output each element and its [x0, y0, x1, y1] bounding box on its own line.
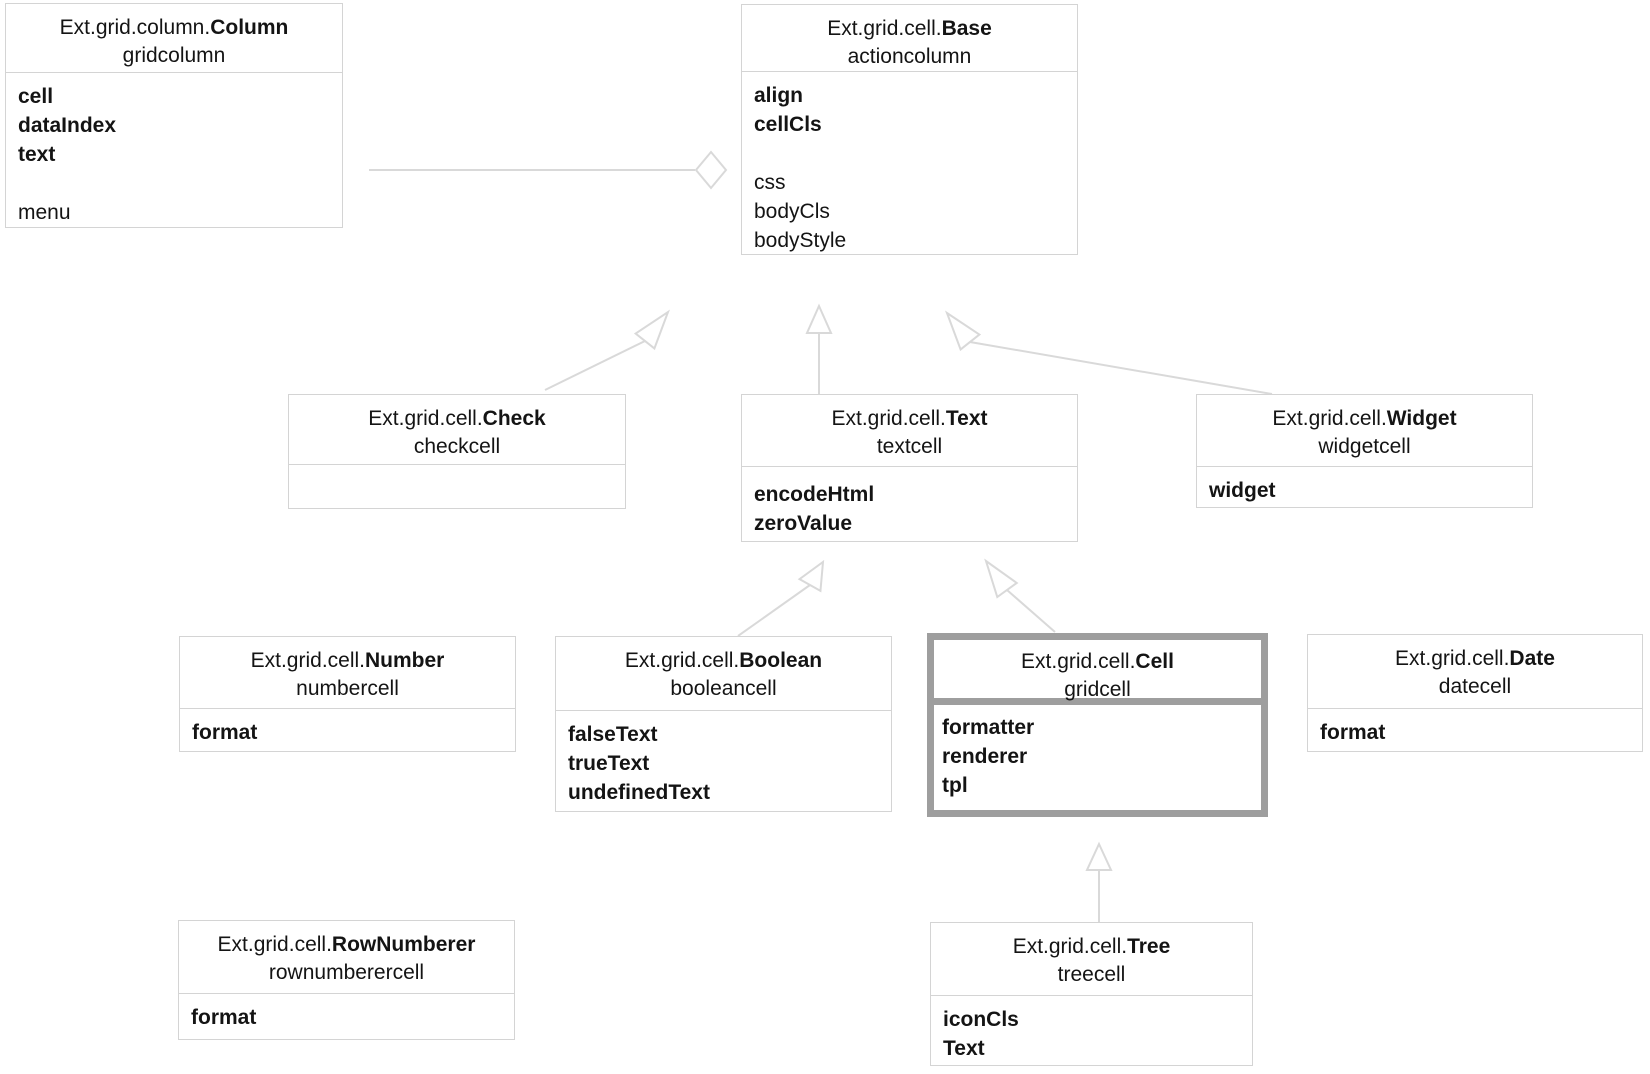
- member-row: iconCls: [943, 1008, 1019, 1031]
- member-row: dataIndex: [18, 114, 117, 137]
- class-box-widget[interactable]: [1196, 394, 1533, 508]
- class-title: [742, 395, 1077, 467]
- class-name: Ext.grid.cell.RowNumberer: [217, 933, 476, 956]
- class-name: Ext.grid.cell.Cell: [1021, 650, 1174, 673]
- class-alias: widgetcell: [1318, 435, 1411, 458]
- member-row: Text: [943, 1037, 985, 1060]
- class-alias: gridcolumn: [122, 44, 226, 67]
- class-box-tree[interactable]: [930, 922, 1253, 1066]
- member-row: text: [18, 143, 56, 166]
- class-title: [6, 4, 342, 73]
- class-box-column[interactable]: [5, 3, 343, 228]
- member-row: css: [754, 171, 786, 194]
- class-name: Ext.grid.cell.Text: [831, 407, 988, 430]
- class-title: [934, 640, 1261, 705]
- class-name: Ext.grid.cell.Boolean: [624, 649, 823, 672]
- member-row: widget: [1209, 479, 1276, 502]
- class-name: Ext.grid.cell.Number: [250, 649, 445, 672]
- class-title: [931, 923, 1252, 996]
- class-box-rownumberer[interactable]: [178, 920, 515, 1040]
- class-title: [556, 637, 891, 711]
- member-row: formatter: [942, 716, 1035, 739]
- inheritance-line: [738, 585, 810, 636]
- member-row: encodeHtml: [754, 483, 875, 506]
- member-row: [18, 169, 342, 198]
- class-box-base[interactable]: [741, 4, 1078, 255]
- member-row: zeroValue: [754, 512, 853, 535]
- class-box-cell-current[interactable]: [927, 633, 1268, 817]
- inheritance-arrow-icon: [807, 306, 831, 333]
- member-row: format: [191, 1006, 257, 1029]
- class-title: [179, 921, 514, 994]
- class-title: [180, 637, 515, 709]
- class-members: [556, 711, 891, 811]
- class-box-number[interactable]: [179, 636, 516, 752]
- class-name: Ext.grid.cell.Check: [368, 407, 546, 430]
- inheritance-line: [1007, 590, 1055, 632]
- class-title: [742, 5, 1077, 72]
- class-members: [742, 467, 1077, 541]
- member-row: undefinedText: [568, 781, 710, 804]
- member-row: bodyStyle: [754, 229, 847, 252]
- class-box-check[interactable]: [288, 394, 626, 509]
- inheritance-arrow-icon: [800, 562, 823, 591]
- member-row: trueText: [568, 752, 650, 775]
- member-row: [754, 139, 1077, 168]
- class-alias: booleancell: [670, 677, 777, 700]
- member-row: format: [1320, 721, 1386, 744]
- class-title: [289, 395, 625, 465]
- class-alias: treecell: [1057, 963, 1126, 986]
- class-title: [1308, 635, 1642, 709]
- class-alias: numbercell: [296, 677, 399, 700]
- inheritance-arrow-icon: [1087, 844, 1111, 870]
- class-box-boolean[interactable]: [555, 636, 892, 812]
- class-name: Ext.grid.cell.Widget: [1272, 407, 1457, 430]
- class-members: [289, 465, 625, 508]
- inheritance-line: [545, 341, 645, 390]
- member-row: falseText: [568, 723, 658, 746]
- class-name: Ext.grid.cell.Base: [827, 17, 992, 40]
- inheritance-arrow-icon: [947, 313, 979, 349]
- class-members: [742, 72, 1077, 255]
- class-members: [1197, 467, 1532, 507]
- member-row: bodyCls: [754, 200, 830, 223]
- inheritance-arrow-icon: [986, 561, 1017, 597]
- class-alias: checkcell: [413, 435, 501, 458]
- class-members: [1308, 709, 1642, 751]
- class-members: [6, 73, 342, 227]
- member-row: format: [192, 721, 258, 744]
- class-name: Ext.grid.cell.Date: [1395, 647, 1555, 670]
- class-title: [1197, 395, 1532, 467]
- class-alias: actioncolumn: [847, 45, 972, 68]
- member-row: cell: [18, 85, 54, 108]
- aggregation-diamond-icon: [696, 152, 726, 188]
- class-alias: datecell: [1438, 675, 1512, 698]
- member-row: tpl: [942, 774, 968, 797]
- class-box-text[interactable]: [741, 394, 1078, 542]
- member-row: align: [754, 84, 804, 107]
- class-members: [180, 709, 515, 751]
- class-members: [179, 994, 514, 1039]
- member-row: renderer: [942, 745, 1028, 768]
- class-box-date[interactable]: [1307, 634, 1643, 752]
- class-name: Ext.grid.cell.Tree: [1012, 935, 1171, 958]
- class-members: [934, 705, 1261, 810]
- class-name: Ext.grid.column.Column: [59, 16, 289, 39]
- member-row: menu: [18, 201, 71, 224]
- inheritance-line: [970, 342, 1272, 394]
- class-members: [931, 996, 1252, 1065]
- class-alias: gridcell: [1064, 678, 1131, 701]
- class-alias: rownumberercell: [268, 961, 425, 984]
- class-alias: textcell: [876, 435, 943, 458]
- member-row: cellCls: [754, 113, 822, 136]
